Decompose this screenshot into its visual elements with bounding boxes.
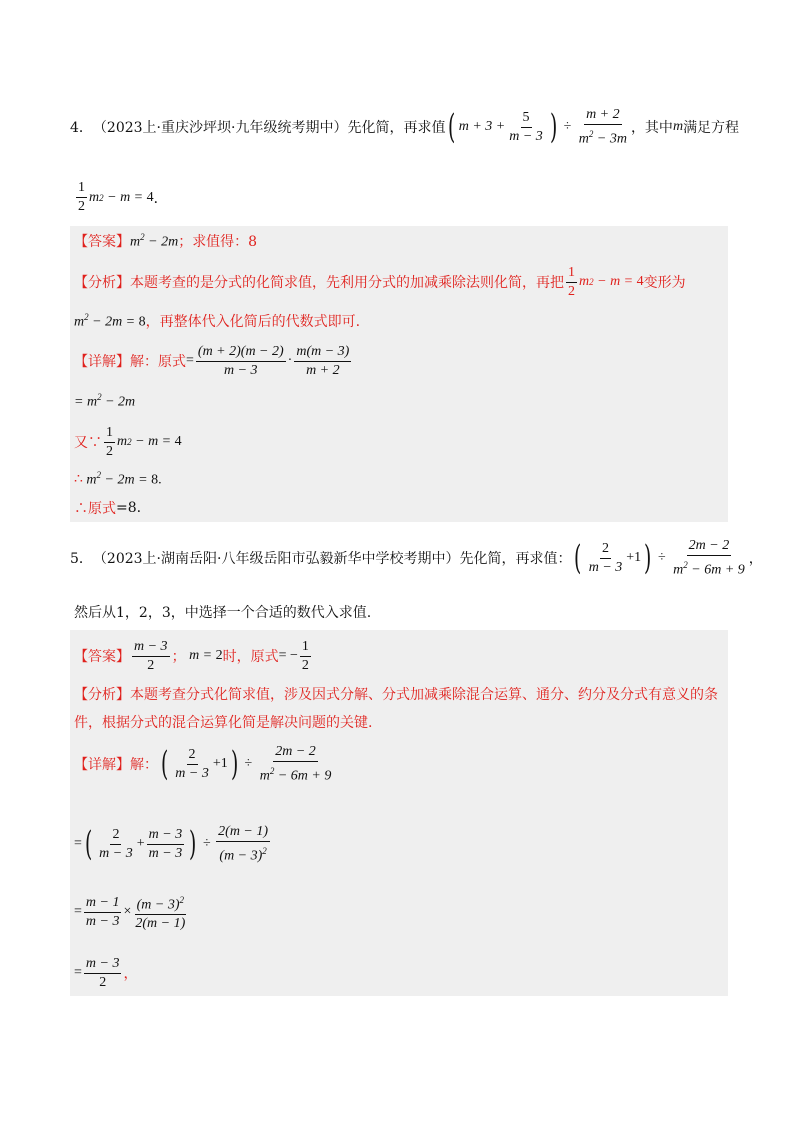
q5-detail-line1: 【详解】 解： ( $\frac{2}{m - 3}$ +1 ) ÷ $\frac{2m - 2}{m^2 - 6m + 9}$ [74, 743, 332, 784]
q4-condition-end: ． [153, 190, 168, 207]
q5-detail-label: 【详解】 [74, 757, 130, 773]
q4-analysis-line1: 【分析】 本题考查的是分式的化简求值，先利用分式的加减乘除法则化简，再把 $\frac{1}{2}$ m 2 − m = 4 变形为 [74, 264, 686, 299]
q4-intro: 先化简，再求值 [347, 120, 446, 136]
q4-therefore: ∴ [74, 471, 83, 488]
q4-expression: ( m + 3 + $\frac{5}{m - 3}$ ) ÷ $\frac{m + 2}{m^2 - 3m}$ [448, 106, 627, 147]
q5-final-comma: ， [123, 967, 138, 982]
q4-tail: ，其中 [630, 120, 673, 136]
q5-comma: ， [748, 551, 763, 567]
q4-detail-intro: 解：原式 [130, 354, 186, 370]
q4-analysis-text1: 本题考查的是分式的化简求值，先利用分式的加减乘除法则化简，再把 [130, 275, 564, 291]
q4-detail-line4: ∴ $m^2 - 2m = 8$. [74, 470, 162, 488]
q4-condition: $\frac{1}{2}$ m 2 − m = 4 ． [78, 180, 168, 214]
q4-answer: 【答案】 $m^2 - 2m$ ； 求值得：8 [74, 231, 258, 250]
q4-answer-sep: ； [178, 234, 193, 250]
q5-answer-sep: ； [171, 649, 186, 665]
q4-question-line [70, 96, 739, 158]
q4-analysis-text1-end: 变形为 [643, 275, 686, 291]
q5-detail-line2: = ( $\frac{2}{m - 3}$ + $\frac{m - 3}{m - 3}$ ) ÷ $\frac{2(m - 1)}{(m - 3)^2}$ [74, 823, 269, 864]
q5-question-line [70, 530, 763, 586]
q5-analysis-label: 【分析】 [74, 687, 130, 703]
q4-analysis-label: 【分析】 [74, 275, 130, 291]
q5-expression: ( $\frac{2}{m - 3}$ +1 ) ÷ $\frac{2m - 2}{m^2 - 6m + 9}$ [574, 537, 745, 578]
q4-analysis-line2: $m^2 - 2m = 8$ ，再整体代入化简后的代数式即可. [74, 311, 361, 330]
q5-detail-line3: = $\frac{m - 1}{m - 3}$ × $\frac{(m - 3)^2}{2(m - 1)}$ [74, 886, 189, 938]
q4-again: 又∵ [74, 435, 102, 451]
q5-answer: 【答案】 $\frac{m - 3}{2}$ ； m = 2 时，原式 = − $\frac{1}{2}$ [74, 638, 309, 673]
q4-tail2: 满足方程 [683, 120, 740, 136]
q4-result-value: =8. [116, 500, 142, 516]
q5-answer-label: 【答案】 [74, 649, 130, 665]
q5-answer-when: 时，原式 [222, 649, 279, 665]
q5-number: 5． [70, 551, 93, 567]
q5-analysis-line2: 件，根据分式的混合运算化简是解决问题的关键. [74, 715, 373, 731]
q4-detail-line5 [74, 498, 141, 518]
q4-answer-value: 求值得：8 [192, 234, 258, 250]
q4-variable: m [672, 119, 684, 134]
q4-answer-label: 【答案】 [74, 234, 130, 250]
q5-analysis-text1: 本题考查分式化简求值，涉及因式分解、分式加减乘除混合运算、通分、约分及分式有意义的条 [130, 687, 718, 703]
q5-detail-line4: = $\frac{m - 3}{2}$ ， [74, 955, 138, 990]
q5-line2: 然后从1，2，3，中选择一个合适的数代入求值. [74, 605, 372, 621]
q4-detail-line3: 又∵ $\frac{1}{2}$ m 2 − m = 4 [74, 424, 182, 459]
q4-number: 4． [70, 120, 93, 136]
q4-therefore-result: ∴原式 [74, 501, 116, 517]
q5-analysis-line1 [74, 684, 718, 704]
q5-source: （2023上·湖南岳阳·八年级岳阳市弘毅新华中学校考期中） [92, 551, 460, 567]
q4-source: （2023上·重庆沙坪坝·九年级统考期中） [92, 120, 348, 136]
q5-intro: 先化简，再求值： [459, 551, 572, 567]
q4-analysis-text2: ，再整体代入化简后的代数式即可. [145, 314, 361, 330]
q4-detail-line1: 【详解】 解：原式 = $\frac{(m + 2)(m - 2)}{m - 3}$ · $\frac{m(m - 3)}{m + 2}$ [74, 343, 350, 378]
q5-detail-intro: 解： [130, 757, 158, 773]
q4-detail-label: 【详解】 [74, 354, 130, 370]
q4-detail-line2: = $m^2 - 2m$ [74, 392, 136, 410]
